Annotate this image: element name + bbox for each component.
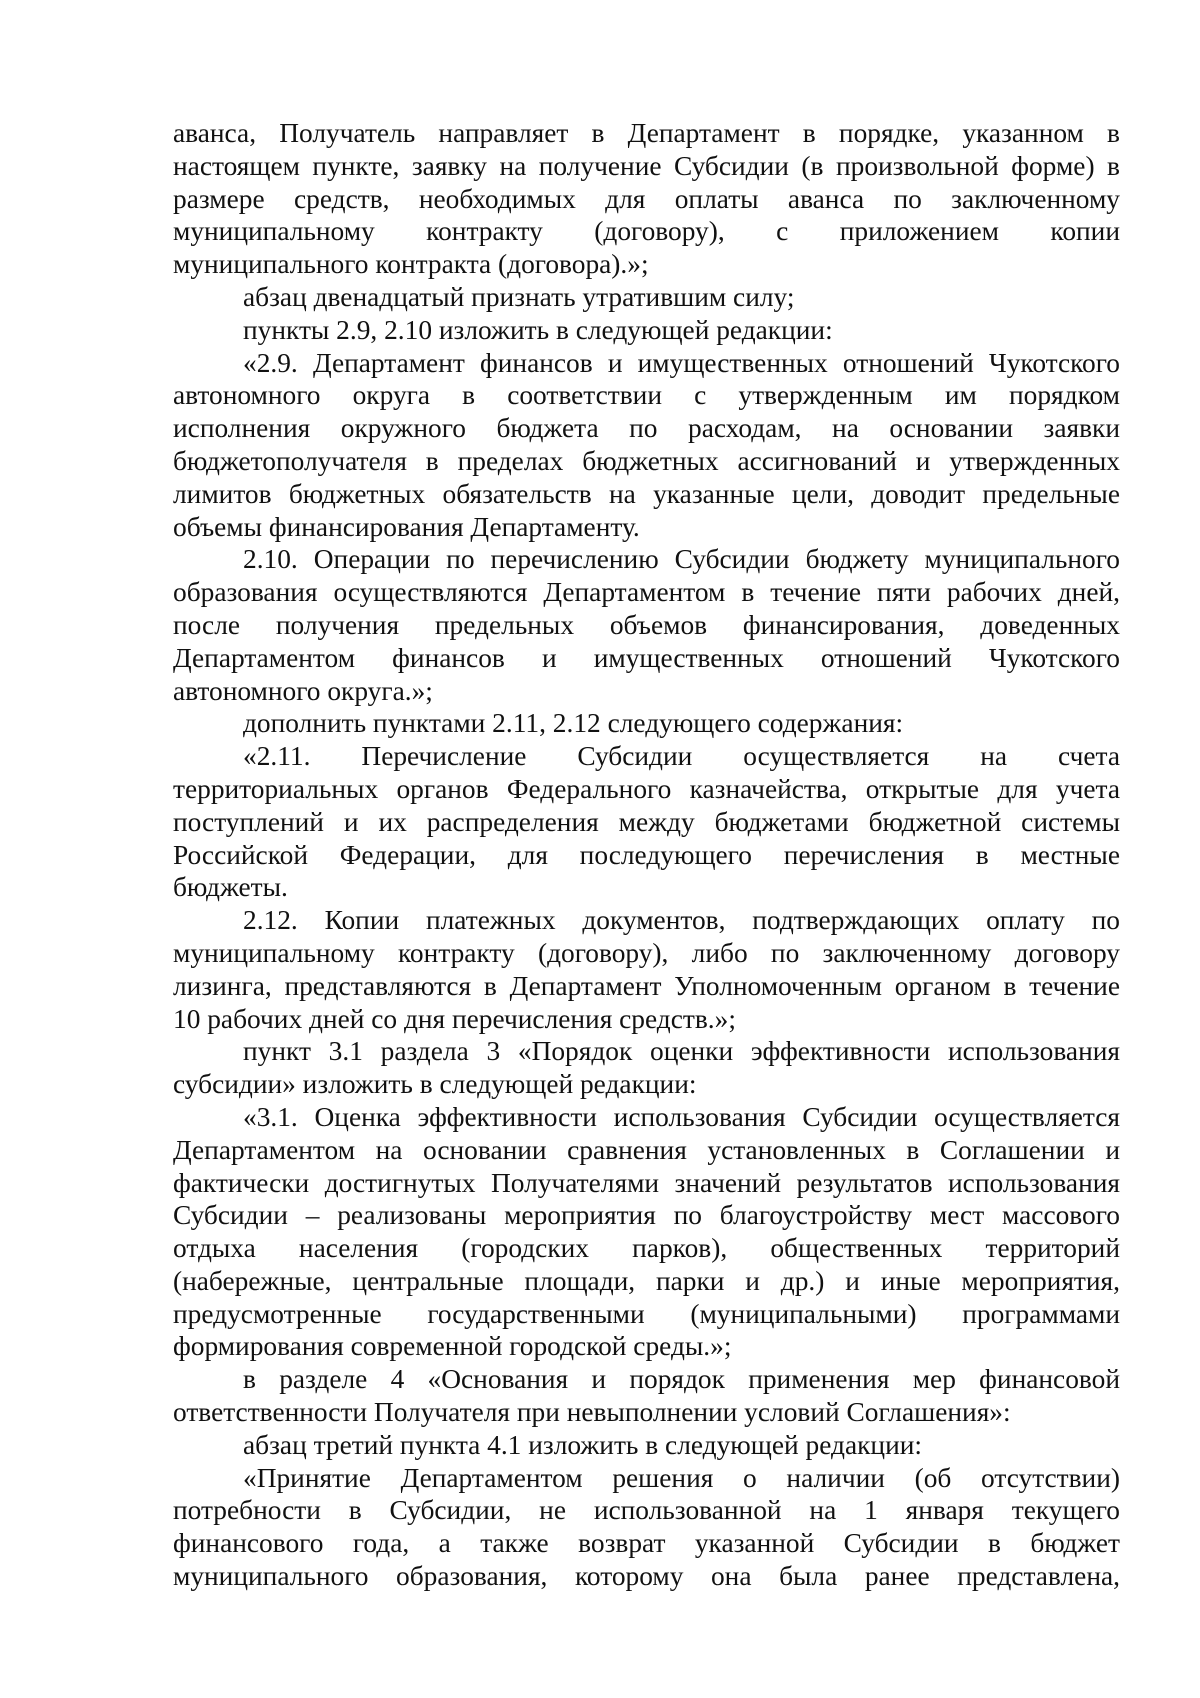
text-line: абзац третий пункта 4.1 изложить в следующей редакции: <box>243 1429 923 1460</box>
text-line: автономного округа в соответствии с утвержденным им порядком <box>173 380 1120 411</box>
text-line: муниципальному контракту (договору), либо по заключенному договору <box>173 937 1120 968</box>
text-line: размере средств, необходимых для оплаты аванса по заключенному <box>173 183 1120 214</box>
text-line: «2.11. Перечисление Субсидии осуществляется на счета <box>243 741 1120 772</box>
text-line: автономного округа.»; <box>173 675 433 706</box>
text-line: 2.10. Операции по перечислению Субсидии бюджету муниципального <box>243 544 1120 575</box>
text-line: Российской Федерации, для последующего перечисления в местные <box>173 839 1120 870</box>
text-line: «Принятие Департаментом решения о наличии (об отсутствии) <box>243 1462 1120 1493</box>
text-line: «2.9. Департамент финансов и имущественных отношений Чукотского <box>243 347 1120 378</box>
text-line: поступлений и их распределения между бюджетами бюджетной системы <box>173 806 1120 837</box>
text-line: образования осуществляются Департаментом в течение пяти рабочих дней, <box>173 577 1120 608</box>
document-body-text <box>173 117 1120 1593</box>
text-line: территориальных органов Федерального казначейства, открытые для учета <box>173 773 1120 804</box>
text-line: лизинга, представляются в Департамент Уполномоченным органом в течение <box>173 970 1120 1001</box>
text-line: настоящем пункте, заявку на получение Субсидии (в произвольной форме) в <box>173 150 1120 181</box>
text-line: пункты 2.9, 2.10 изложить в следующей редакции: <box>243 314 833 345</box>
text-line: отдыха населения (городских парков), общественных территорий <box>173 1233 1120 1264</box>
text-line: ответственности Получателя при невыполнении условий Соглашения»: <box>173 1397 1011 1428</box>
text-line: дополнить пунктами 2.11, 2.12 следующего содержания: <box>243 708 904 739</box>
text-line: 10 рабочих дней со дня перечисления средств.»; <box>173 1003 736 1034</box>
text-line: (набережные, центральные площади, парки и др.) и иные мероприятия, <box>173 1265 1120 1296</box>
text-line: бюджетополучателя в пределах бюджетных ассигнований и утвержденных <box>173 445 1120 476</box>
text-line: «3.1. Оценка эффективности использования Субсидии осуществляется <box>243 1101 1120 1132</box>
text-line: исполнения окружного бюджета по расходам, на основании заявки <box>173 413 1120 444</box>
text-line: бюджеты. <box>173 872 288 903</box>
text-line: Департаментом на основании сравнения установленных в Соглашении и <box>173 1134 1120 1165</box>
text-line: после получения предельных объемов финансирования, доведенных <box>173 609 1120 640</box>
text-line: абзац двенадцатый признать утратившим силу; <box>243 281 795 312</box>
text-line: лимитов бюджетных обязательств на указанные цели, доводит предельные <box>173 478 1120 509</box>
text-line: Субсидии – реализованы мероприятия по благоустройству мест массового <box>173 1200 1120 1231</box>
text-line: предусмотренные государственными (муниципальными) программами <box>173 1298 1120 1329</box>
text-line: субсидии» изложить в следующей редакции: <box>173 1069 697 1100</box>
text-line: в разделе 4 «Основания и порядок применения мер финансовой <box>243 1364 1120 1395</box>
text-line: формирования современной городской среды.»; <box>173 1331 732 1362</box>
text-line: аванса, Получатель направляет в Департамент в порядке, указанном в <box>173 118 1120 148</box>
text-line: финансового года, а также возврат указанной Субсидии в бюджет <box>173 1528 1120 1559</box>
text-line: 2.12. Копии платежных документов, подтверждающих оплату по <box>243 905 1120 936</box>
text-line: Департаментом финансов и имущественных отношений Чукотского <box>173 642 1120 673</box>
text-line: фактически достигнутых Получателями значений результатов использования <box>173 1167 1120 1198</box>
text-line: объемы финансирования Департаменту. <box>173 511 640 542</box>
text-line: муниципального контракта (договора).»; <box>173 249 649 280</box>
text-line: муниципальному контракту (договору), с приложением копии <box>173 216 1120 247</box>
text-line: муниципального образования, которому она была ранее представлена, <box>173 1561 1120 1592</box>
text-line: пункт 3.1 раздела 3 «Порядок оценки эффективности использования <box>243 1036 1120 1067</box>
text-line: потребности в Субсидии, не использованной на 1 января текущего <box>173 1495 1120 1526</box>
